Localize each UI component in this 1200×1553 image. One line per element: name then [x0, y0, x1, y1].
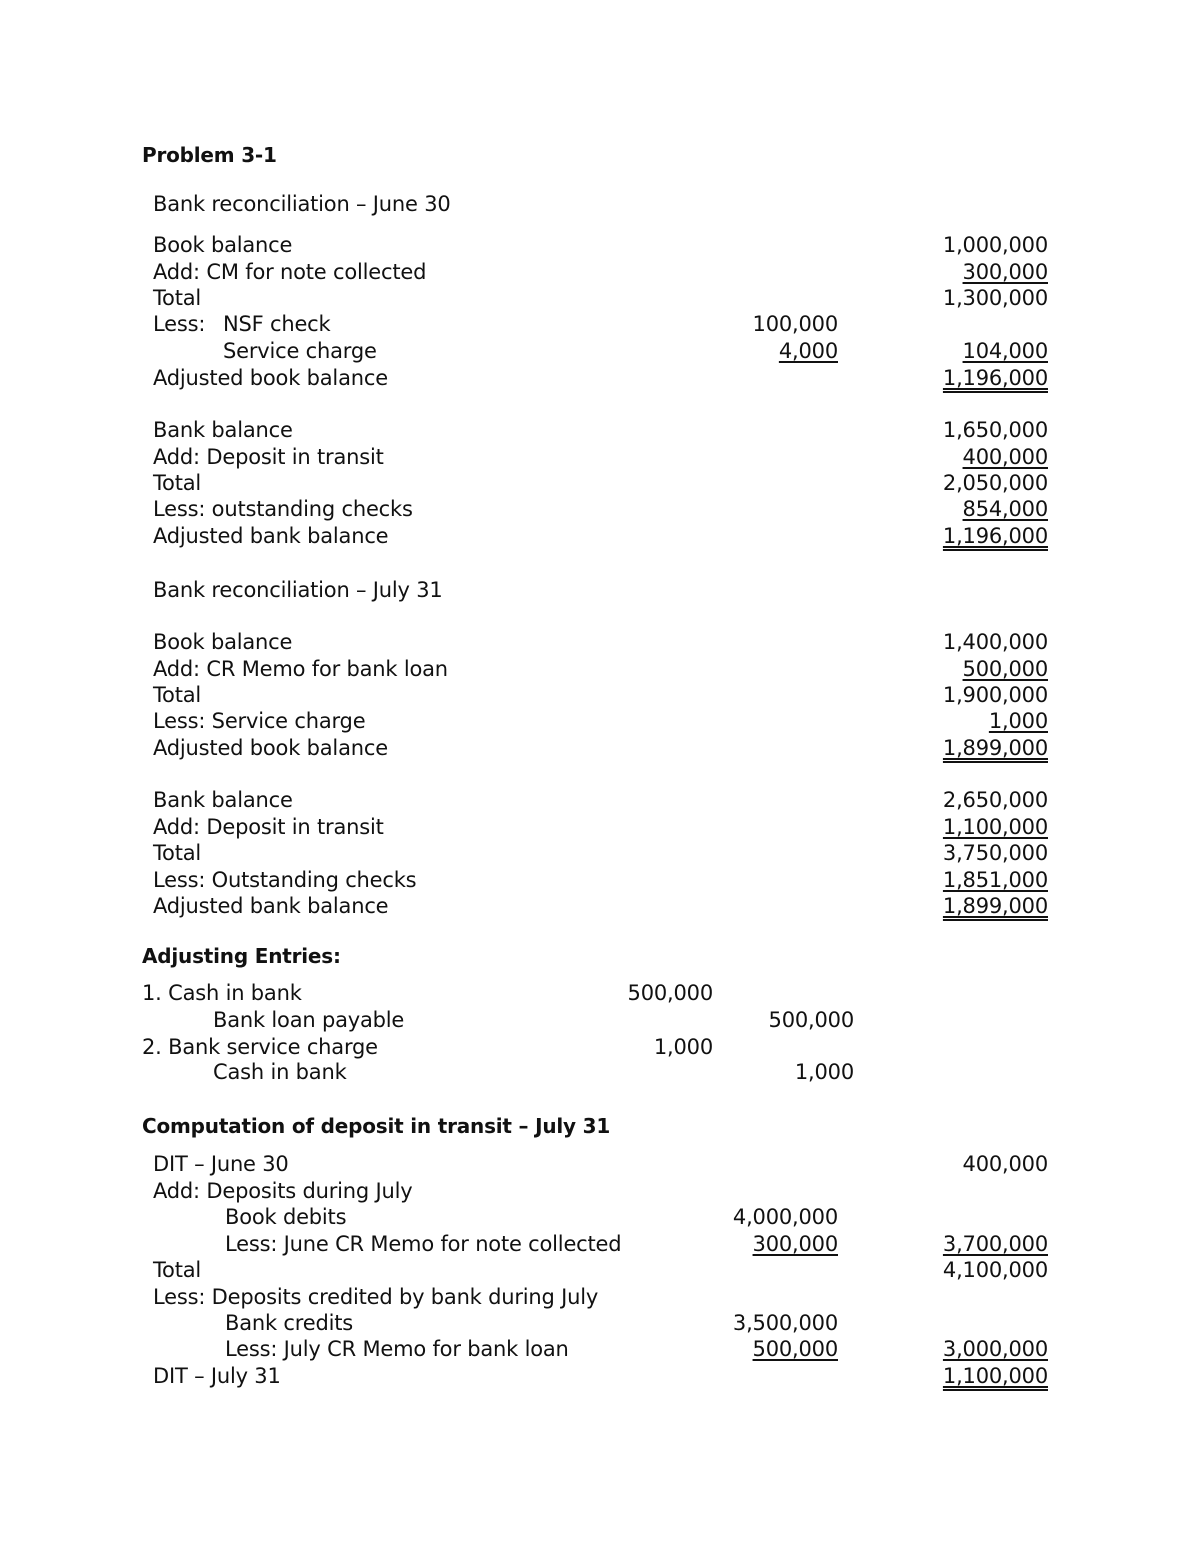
dit-june-label: DIT – June 30 — [153, 1152, 289, 1176]
june-bank-less-value: 854,000 — [962, 497, 1048, 521]
june-heading: Bank reconciliation – June 30 — [153, 192, 451, 216]
entry1-credit-label: Bank loan payable — [213, 1008, 405, 1032]
entries-heading: Adjusting Entries: — [142, 944, 341, 968]
dit-book-debits-value: 4,000,000 — [732, 1205, 838, 1229]
dit-heading: Computation of deposit in transit – July 31 — [142, 1114, 611, 1138]
entry2-debit-value: 1,000 — [653, 1035, 713, 1059]
june-bank-add-label: Add: Deposit in transit — [153, 445, 384, 469]
july-book-total-label: Total — [153, 683, 202, 707]
june-book-add-label: Add: CM for note collected — [153, 260, 427, 284]
june-bank-total-label: Total — [153, 471, 202, 495]
dit-less-june-memo-label: Less: June CR Memo for note collected — [225, 1232, 622, 1256]
june-adjusted-book-value: 1,196,000 — [942, 366, 1048, 390]
dit-book-debits-label: Book debits — [225, 1205, 347, 1229]
dit-bank-credits-value: 3,500,000 — [732, 1311, 838, 1335]
entry1-credit-value: 500,000 — [768, 1008, 854, 1032]
dit-less-july-memo-label: Less: July CR Memo for bank loan — [225, 1337, 569, 1361]
dit-bank-credits-label: Bank credits — [225, 1311, 353, 1335]
entry2-credit-value: 1,000 — [794, 1060, 854, 1084]
july-book-add-value: 500,000 — [962, 657, 1048, 681]
july-bank-balance-label: Bank balance — [153, 788, 293, 812]
june-adjusted-bank-label: Adjusted bank balance — [153, 524, 389, 548]
july-adjusted-book-label: Adjusted book balance — [153, 736, 388, 760]
dit-net-deposits-value: 3,700,000 — [942, 1232, 1048, 1256]
problem-title: Problem 3-1 — [142, 143, 277, 167]
june-bank-less-label: Less: outstanding checks — [153, 497, 413, 521]
dit-total-label: Total — [153, 1258, 202, 1282]
july-bank-less-value: 1,851,000 — [942, 868, 1048, 892]
july-adjusted-bank-value: 1,899,000 — [942, 894, 1048, 918]
july-book-add-label: Add: CR Memo for bank loan — [153, 657, 448, 681]
june-bank-add-value: 400,000 — [962, 445, 1048, 469]
dit-less-june-memo-value: 300,000 — [752, 1232, 838, 1256]
dit-less-label: Less: Deposits credited by bank during July — [153, 1285, 599, 1309]
dit-net-credits-value: 3,000,000 — [942, 1337, 1048, 1361]
entry2-credit-label: Cash in bank — [213, 1060, 347, 1084]
june-book-balance-label: Book balance — [153, 233, 293, 257]
june-bank-balance-label: Bank balance — [153, 418, 293, 442]
entry2-debit-label: 2. Bank service charge — [142, 1035, 378, 1059]
july-bank-less-label: Less: Outstanding checks — [153, 868, 417, 892]
july-book-balance-label: Book balance — [153, 630, 293, 654]
july-bank-total-value: 3,750,000 — [942, 841, 1048, 865]
july-bank-balance-value: 2,650,000 — [942, 788, 1048, 812]
june-less-total-value: 104,000 — [962, 339, 1048, 363]
june-adjusted-book-label: Adjusted book balance — [153, 366, 388, 390]
dit-july-value: 1,100,000 — [942, 1364, 1048, 1388]
june-nsf-label: NSF check — [223, 312, 331, 336]
dit-july-label: DIT – July 31 — [153, 1364, 281, 1388]
july-bank-total-label: Total — [153, 841, 202, 865]
june-book-balance-value: 1,000,000 — [942, 233, 1048, 257]
july-book-balance-value: 1,400,000 — [942, 630, 1048, 654]
june-book-total-label: Total — [153, 286, 202, 310]
dit-total-value: 4,100,000 — [942, 1258, 1048, 1282]
june-nsf-value: 100,000 — [752, 312, 838, 336]
june-service-value: 4,000 — [778, 339, 838, 363]
june-bank-total-value: 2,050,000 — [942, 471, 1048, 495]
july-book-less-label: Less: Service charge — [153, 709, 366, 733]
june-bank-balance-value: 1,650,000 — [942, 418, 1048, 442]
july-bank-add-value: 1,100,000 — [942, 815, 1048, 839]
july-bank-add-label: Add: Deposit in transit — [153, 815, 384, 839]
july-book-less-value: 1,000 — [988, 709, 1048, 733]
dit-less-july-memo-value: 500,000 — [752, 1337, 838, 1361]
dit-june-value: 400,000 — [962, 1152, 1048, 1176]
july-adjusted-bank-label: Adjusted bank balance — [153, 894, 389, 918]
july-heading: Bank reconciliation – July 31 — [153, 578, 443, 602]
entry1-debit-label: 1. Cash in bank — [142, 981, 302, 1005]
entry1-debit-value: 500,000 — [627, 981, 713, 1005]
june-book-add-value: 300,000 — [962, 260, 1048, 284]
july-adjusted-book-value: 1,899,000 — [942, 736, 1048, 760]
dit-add-label: Add: Deposits during July — [153, 1179, 413, 1203]
july-book-total-value: 1,900,000 — [942, 683, 1048, 707]
june-service-label: Service charge — [223, 339, 377, 363]
june-adjusted-bank-value: 1,196,000 — [942, 524, 1048, 548]
june-book-less-label: Less: — [153, 312, 206, 336]
june-book-total-value: 1,300,000 — [942, 286, 1048, 310]
